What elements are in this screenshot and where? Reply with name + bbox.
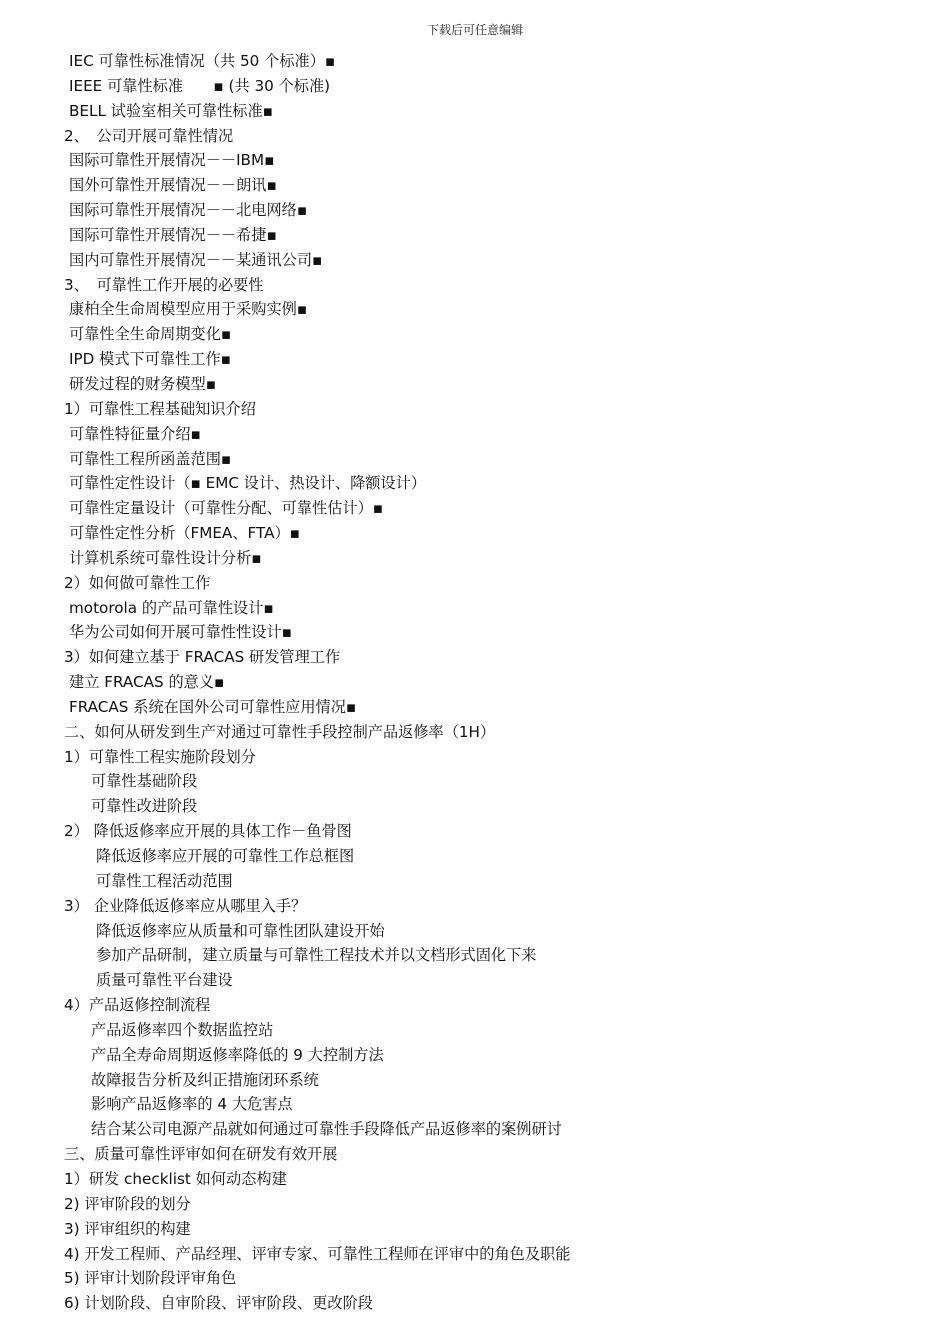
sub-item: 降低返修率应从质量和可靠性团队建设开始 [96, 921, 385, 940]
section-heading: 2、 公司开展可靠性情况 [64, 126, 234, 145]
bullet-item: 可靠性定性设计（▪ EMC 设计、热设计、降额设计） [69, 474, 427, 493]
sub-item: 质量可靠性平台建设 [96, 971, 233, 990]
bullet-item: 研发过程的财务模型▪ [69, 374, 216, 393]
bullet-item: FRACAS 系统在国外公司可靠性应用情况▪ [69, 697, 357, 716]
sub-item: 降低返修率应开展的可靠性工作总框图 [96, 847, 355, 865]
bullet-item: IEEE 可靠性标准 ▪ (共 30 个标准) [69, 76, 331, 95]
section-heading: 3） 企业降低返修率应从哪里入手？ [64, 896, 307, 915]
sub-item: 可靠性改进阶段 [91, 797, 198, 816]
bullet-item: 华为公司如何开展可靠性性设计▪ [69, 623, 292, 642]
bullet-item: 计算机系统可靠性设计分析▪ [69, 548, 262, 567]
sub-item: 产品返修率四个数据监控站 [91, 1020, 274, 1039]
chapter-heading: 三、质量可靠性评审如何在研发有效开展 [64, 1145, 338, 1164]
sub-item: 影响产品返修率的 4 大危害点 [91, 1095, 293, 1114]
bullet-item: 国内可靠性开展情况－－某通讯公司▪ [69, 250, 323, 269]
numbered-item: 4) 开发工程师、产品经理、评审专家、可靠性工程师在评审中的角色及职能 [64, 1244, 571, 1263]
numbered-item: 5) 评审计划阶段评审角色 [64, 1269, 237, 1288]
sub-item: 结合某公司电源产品就如何通过可靠性手段降低产品返修率的案例研讨 [91, 1120, 562, 1139]
bullet-item: 可靠性定量设计（可靠性分配、可靠性估计）▪ [69, 499, 384, 518]
section-heading: 3）如何建立基于 FRACAS 研发管理工作 [64, 648, 341, 667]
bullet-item: 可靠性定性分析（FMEA、FTA）▪ [69, 524, 300, 543]
bullet-item: motorola 的产品可靠性设计▪ [69, 598, 274, 617]
sub-item: 产品全寿命周期返修率降低的 9 大控制方法 [91, 1045, 384, 1064]
page-header: 下载后可任意编辑 [426, 23, 523, 37]
bullet-item: IPD 模式下可靠性工作▪ [69, 350, 231, 369]
bullet-item: 康柏全生命周模型应用于采购实例▪ [69, 300, 308, 319]
section-heading: 2）如何做可靠性工作 [64, 573, 211, 592]
bullet-item: 可靠性全生命周期变化▪ [69, 325, 232, 344]
numbered-item: 1）研发 checklist 如何动态构建 [64, 1169, 287, 1188]
bullet-item: 可靠性工程所函盖范围▪ [69, 449, 232, 468]
bullet-item: 国际可靠性开展情况－－希捷▪ [69, 225, 277, 244]
bullet-item: BELL 试验室相关可靠性标准▪ [69, 101, 273, 120]
bullet-item: 国际可靠性开展情况－－北电网络▪ [69, 201, 308, 220]
section-heading: 1）可靠性工程基础知识介绍 [64, 399, 256, 418]
section-heading: 4）产品返修控制流程 [64, 996, 211, 1015]
sub-item: 参加产品研制，建立质量与可靠性工程技术并以文档形式固化下来 [96, 946, 537, 965]
section-heading: 2） 降低返修率应开展的具体工作－鱼骨图 [64, 822, 352, 841]
section-heading: 1）可靠性工程实施阶段划分 [64, 747, 256, 766]
bullet-item: 建立 FRACAS 的意义▪ [69, 673, 225, 692]
bullet-item: IEC 可靠性标准情况（共 50 个标准）▪ [69, 52, 336, 70]
numbered-item: 3) 评审组织的构建 [64, 1219, 191, 1238]
section-heading: 3、 可靠性工作开展的必要性 [64, 275, 264, 294]
chapter-heading: 二、如何从研发到生产对通过可靠性手段控制产品返修率（1H） [64, 722, 496, 741]
sub-item: 故障报告分析及纠正措施闭环系统 [91, 1070, 319, 1089]
numbered-item: 6) 计划阶段、自审阶段、评审阶段、更改阶段 [64, 1294, 373, 1313]
document-body [0, 49, 950, 1316]
bullet-item: 国外可靠性开展情况－－朗讯▪ [69, 176, 277, 195]
bullet-item: 国际可靠性开展情况－－IBM▪ [69, 151, 275, 170]
sub-item: 可靠性工程活动范围 [96, 871, 233, 890]
sub-item: 可靠性基础阶段 [91, 772, 198, 791]
bullet-item: 可靠性特征量介绍▪ [69, 424, 201, 443]
numbered-item: 2) 评审阶段的划分 [64, 1194, 191, 1213]
